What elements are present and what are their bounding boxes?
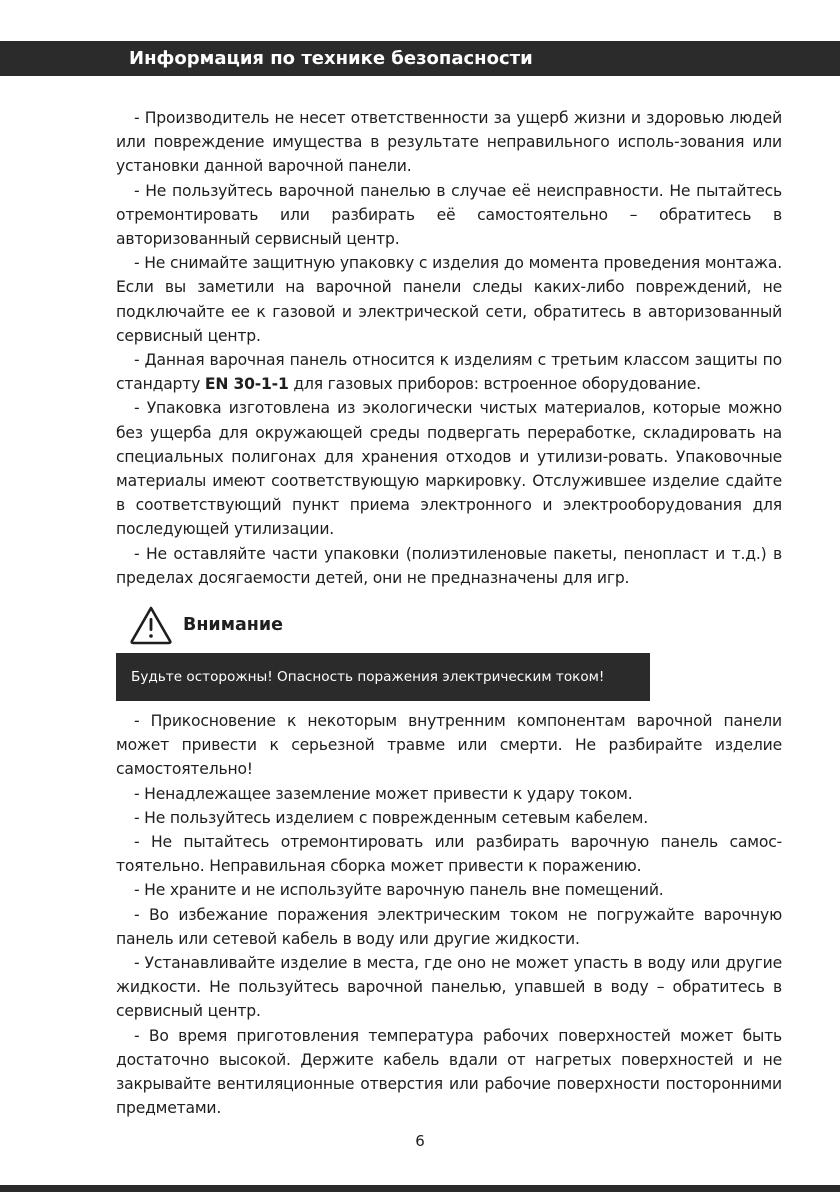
paragraph: - Не храните и не используйте варочную панель вне помещений. [134, 881, 664, 900]
paragraph-standard: - Данная варочная панель относится к изделиям с третьим классом защиты по стандарту EN 30-1-1 для газовых приборов: встроенное оборудование. [116, 351, 782, 394]
page-number: 6 [415, 1132, 425, 1150]
paragraph: - Не пытайтесь отремонтировать или разбирать варочную панель самос-тоятельно. Неправильная сборка может привести к поражению. [116, 833, 782, 876]
paragraph: - Прикосновение к некоторым внутренним компонентам варочной панели может привести к серьезной травме или смерти. Не разбирайте изделие самостоятельно! [116, 712, 782, 779]
warning-triangle-icon [129, 605, 173, 645]
paragraph: - Упаковка изготовлена из экологически чистых материалов, которые можно без ущерба для окружающей среды подвергать переработке, складировать на специальных полигонах для хранения отходов и утилизи-ровать. Упаковочные материалы имеют соответствующую маркировку. Отслужившее изделие сдайте в соответствующий пункт приема электронного и электрооборудования для последующей утилизации. [116, 399, 782, 539]
paragraph: - Не оставляйте части упаковки (полиэтиленовые пакеты, пенопласт и т.д.) в пределах досягаемости детей, они не предназначены для игр. [116, 544, 782, 587]
paragraph: - Во время приготовления температура рабочих поверхностей может быть достаточно высокой. Держите кабель вдали от нагретых поверхностей и не закрывайте вентиляционные отверстия или рабочие поверхности посторонними предметами. [116, 1026, 782, 1118]
warning-text: Будьте осторожны! Опасность поражения электрическим током! [131, 669, 605, 685]
attention-label: Внимание [183, 615, 284, 635]
warning-banner [116, 653, 650, 701]
header-bar [0, 41, 840, 76]
paragraph: - Ненадлежащее заземление может привести к удару током. [134, 784, 633, 803]
standard-code: EN 30-1-1 [204, 375, 289, 394]
paragraph: - Производитель не несет ответственности за ущерб жизни и здоровью людей или повреждение имущества в результате неправильного исполь-зования или установки данной варочной панели. [116, 109, 782, 176]
bottom-rule [0, 1185, 840, 1192]
page-title: Информация по технике безопасности [129, 48, 533, 69]
paragraph: - Не пользуйтесь варочной панелью в случае её неисправности. Не пытайтесь отремонтировать или разбирать её самостоятельно – обратитесь в авторизованный сервисный центр. [116, 181, 782, 249]
paragraph: - Не пользуйтесь изделием с поврежденным сетевым кабелем. [134, 808, 648, 827]
attention-heading [129, 603, 283, 647]
paragraph: - Не снимайте защитную упаковку с изделия до момента проведения монтажа. Если вы заметили на варочной панели следы каких-либо повреждений, не подключайте ее к газовой и электрической сети, обратитесь в авторизованный сервисный центр. [116, 254, 782, 345]
safety-section [116, 106, 782, 590]
paragraph: - Устанавливайте изделие в места, где оно не может упасть в воду или другие жидкости. Не пользуйтесь варочной панелью, упавшей в воду – обратитесь в сервисный центр. [116, 954, 782, 1021]
electrical-safety-section [116, 709, 782, 1120]
paragraph: - Во избежание поражения электрическим током не погружайте варочную панель или сетевой кабель в воду или другие жидкости. [116, 905, 782, 948]
